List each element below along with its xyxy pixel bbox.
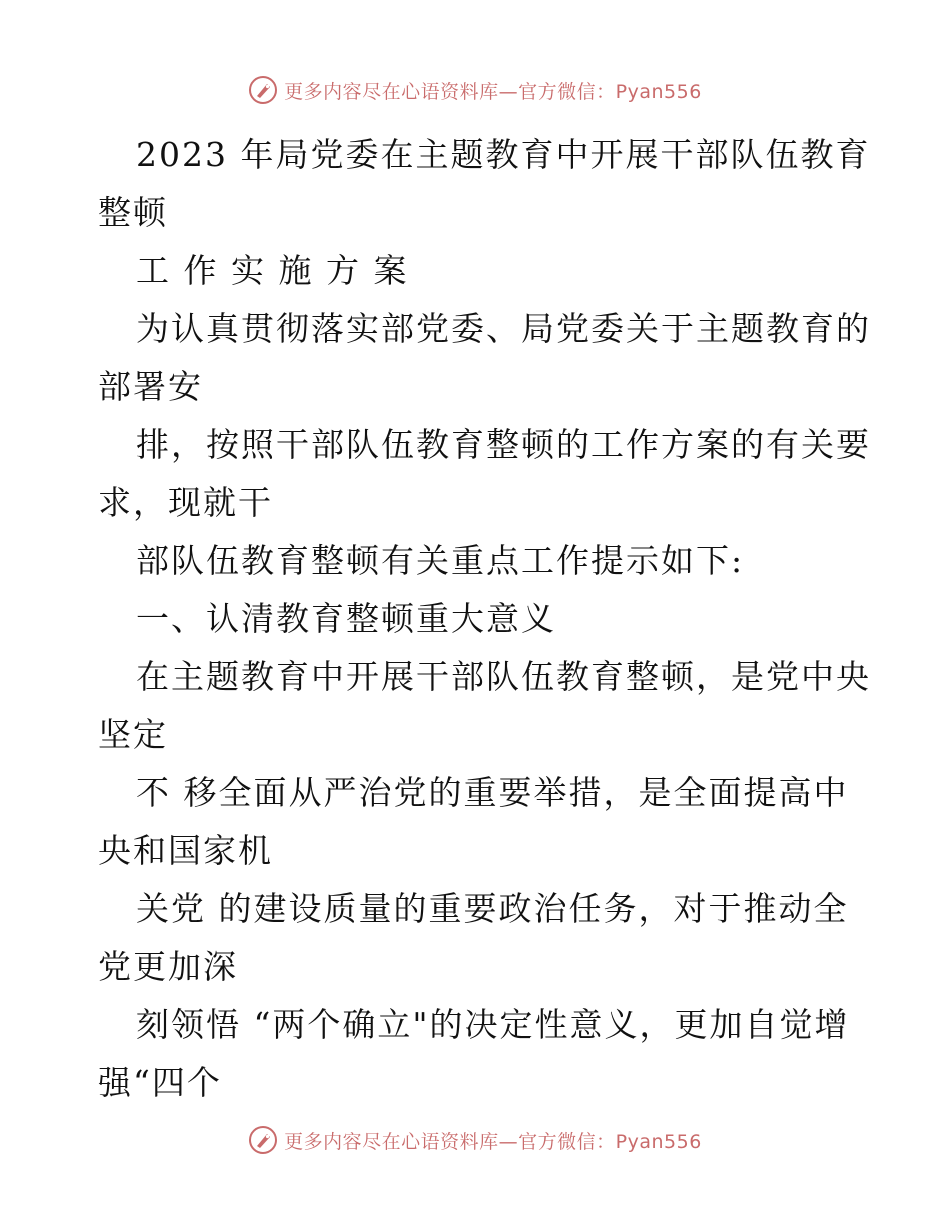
paragraph-line: 关党 的建设质量的重要政治任务，对于推动全 [136, 889, 849, 928]
paragraph-line: 部署安 [98, 367, 203, 406]
title-line-1: 2023 年局党委在主题教育中开展干部队伍教育 [136, 135, 871, 174]
watermark-text: 更多内容尽在心语资料库—官方微信：Pyan556 [284, 1130, 702, 1153]
paragraph-line: 坚定 [98, 715, 168, 754]
paragraph-line: 强“四个 [98, 1063, 222, 1102]
paragraph-line: 排，按照干部队伍教育整顿的工作方案的有关要 [136, 425, 871, 464]
paragraph-line: 部队伍教育整顿有关重点工作提示如下: [136, 541, 745, 580]
subtitle: 工 作 实 施 方 案 [136, 251, 409, 290]
paragraph-line: 不 移全面从严治党的重要举措，是全面提高中 [136, 773, 849, 812]
footer-watermark [0, 1122, 950, 1158]
paragraph-line: 刻领悟 “两个确立"的决定性意义，更加自觉增 [136, 1005, 850, 1044]
section-heading: 一、认清教育整顿重大意义 [136, 599, 556, 638]
watermark-text: 更多内容尽在心语资料库—官方微信：Pyan556 [284, 80, 702, 103]
document-body [98, 126, 871, 1112]
pen-nib-logo-icon [248, 75, 278, 105]
paragraph-line: 在主题教育中开展干部队伍教育整顿，是党中央 [136, 657, 871, 696]
paragraph-line: 党更加深 [98, 947, 238, 986]
paragraph-line: 为认真贯彻落实部党委、局党委关于主题教育的 [136, 309, 871, 348]
paragraph-line: 求，现就干 [98, 483, 273, 522]
title-line-2: 整顿 [98, 193, 168, 232]
pen-nib-logo-icon [248, 1125, 278, 1155]
header-watermark [0, 72, 950, 108]
paragraph-line: 央和国家机 [98, 831, 273, 870]
